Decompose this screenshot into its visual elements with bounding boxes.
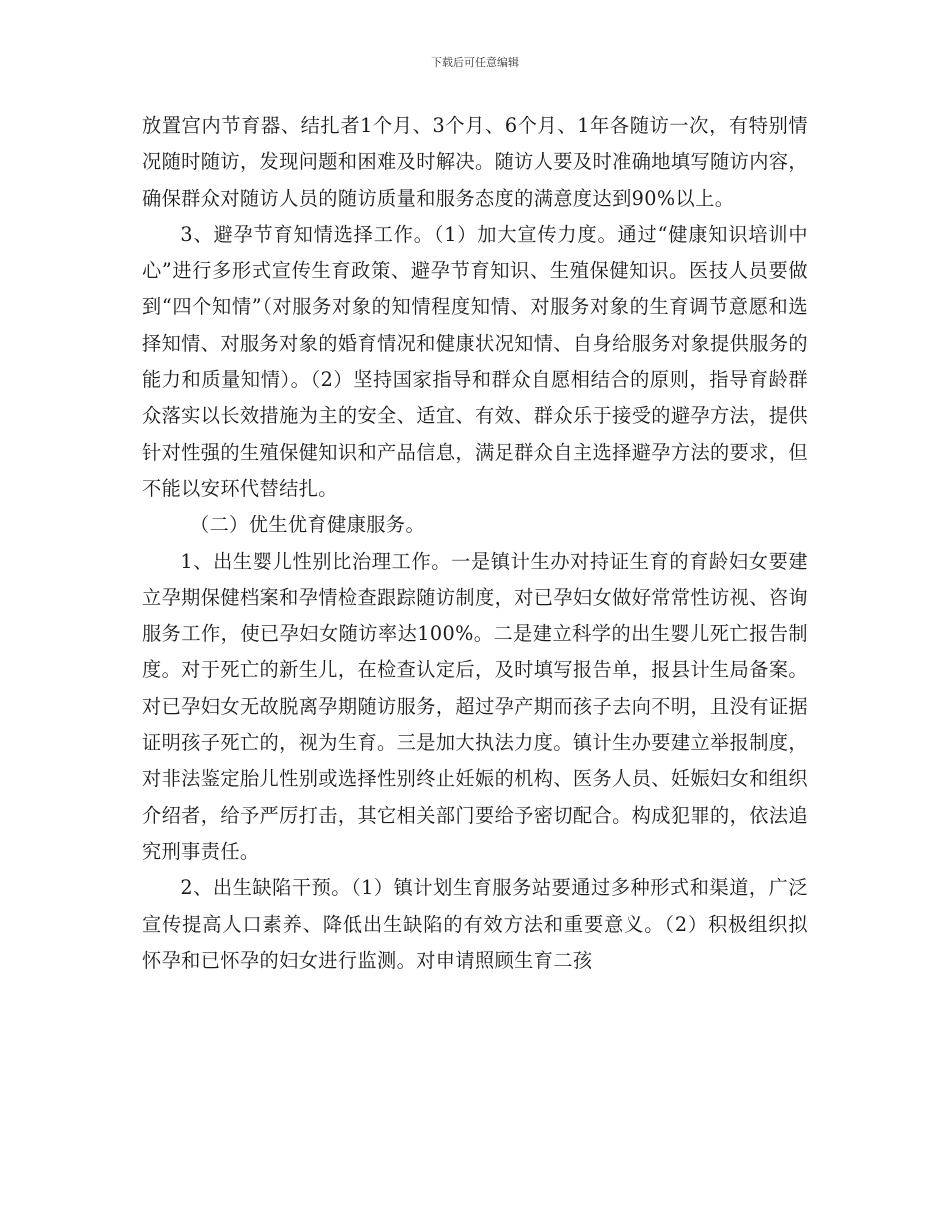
paragraph-birth-defect-intervention: 2、出生缺陷干预。（1）镇计划生育服务站要通过多种形式和渠道，广泛宣传提高人口素养、降低出生缺陷的有效方法和重要意义。（2）积极组织拟怀孕和已怀孕的妇女进行监测。对申请照顾生育二孩 bbox=[142, 876, 808, 972]
paragraph-sex-ratio-governance: 1、出生婴儿性别比治理工作。一是镇计生办对持证生育的育龄妇女要建立孕期保健档案和孕情检查跟踪随访制度，对已孕妇女做好常常性访视、咨询服务工作，使已孕妇女随访率达100%。二是建立科学的出生婴儿死亡报告制度。对于死亡的新生儿，在检查认定后，及时填写报告单，报县计生局备案。对已孕妇女无故脱离孕期随访服务，超过孕产期而孩子去向不明，且没有证据证明孩子死亡的，视为生育。三是加大执法力度。镇计生办要建立举报制度，对非法鉴定胎儿性别或选择性别终止妊娠的机构、医务人员、妊娠妇女和组织介绍者，给予严厉打击，其它相关部门要给予密切配合。构成犯罪的，依法追究刑事责任。 bbox=[142, 549, 808, 863]
header-note: 下载后可任意编辑 bbox=[431, 56, 519, 69]
document-body bbox=[142, 108, 808, 979]
section-heading-eugenics-health: （二）优生优育健康服务。 bbox=[190, 513, 426, 537]
paragraph-contraception-informed-choice: 3、避孕节育知情选择工作。（1）加大宣传力度。通过“健康知识培训中心”进行多形式宣传生育政策、避孕节育知识、生殖保健知识。医技人员要做到“四个知情”（对服务对象的知情程度知情、对服务对象的生育调节意愿和选择知情、对服务对象的婚育情况和健康状况知情、自身给服务对象提供服务的能力和质量知情）。（2）坚持国家指导和群众自愿相结合的原则，指导育龄群众落实以长效措施为主的安全、适宜、有效、群众乐于接受的避孕方法，提供针对性强的生殖保健知识和产品信息，满足群众自主选择避孕方法的要求，但不能以安环代替结扎。 bbox=[142, 222, 808, 500]
paragraph-followup-continuation: 放置宫内节育器、结扎者1个月、3个月、6个月、1年各随访一次，有特别情况随时随访，发现问题和困难及时解决。随访人要及时准确地填写随访内容，确保群众对随访人员的随访质量和服务态度的满意度达到90%以上。 bbox=[142, 114, 808, 210]
